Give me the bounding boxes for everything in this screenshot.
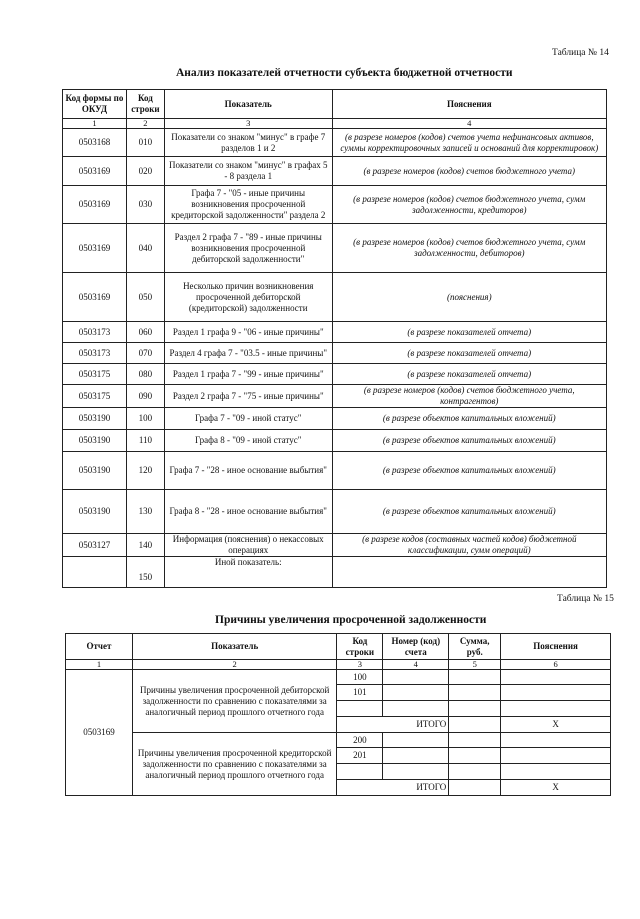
code-cell: 010	[126, 129, 164, 157]
note-cell: (в разрезе показателей отчета)	[332, 343, 606, 364]
note-cell: (в разрезе номеров (кодов) счетов бюджетного учета, сумм задолженности, дебиторов)	[332, 224, 606, 273]
table-row	[63, 322, 607, 343]
indicator-cell: Показатели со знаком "минус" в графах 5 - 8 раздела 1	[164, 157, 332, 186]
header-notes: Пояснения	[501, 634, 611, 660]
total-mark: X	[501, 717, 611, 733]
code-cell: 060	[126, 322, 164, 343]
okud-cell: 0503169	[63, 224, 127, 273]
total-label: ИТОГО	[337, 780, 449, 796]
code-cell: 150	[126, 557, 164, 588]
code-cell: 120	[126, 452, 164, 490]
indicator-cell: Раздел 4 графа 7 - "03.5 - иные причины"	[164, 343, 332, 364]
table-row	[63, 385, 607, 408]
code-cell: 040	[126, 224, 164, 273]
indicator-cell: Раздел 2 графа 7 - "75 - иные причины"	[164, 385, 332, 408]
note-cell: (в разрезе объектов капитальных вложений)	[332, 430, 606, 452]
table-row	[66, 670, 611, 685]
note-cell	[501, 733, 611, 748]
sum-cell	[449, 701, 501, 717]
account-cell	[383, 701, 449, 717]
code-cell: 140	[126, 534, 164, 557]
col-number: 4	[332, 119, 606, 129]
okud-cell: 0503127	[63, 534, 127, 557]
note-cell: (в разрезе номеров (кодов) счетов бюджетного учета, сумм задолженности, кредиторов)	[332, 186, 606, 224]
okud-cell: 0503173	[63, 322, 127, 343]
header-line-code: Код строки	[126, 90, 164, 119]
okud-cell: 0503190	[63, 430, 127, 452]
sum-cell	[449, 748, 501, 764]
account-cell	[383, 764, 449, 780]
table-row	[63, 557, 607, 588]
indicator-cell: Причины увеличения просроченной дебиторской задолженности по сравнению с показателями за аналогичный период прошлого отчетного года	[132, 670, 337, 733]
header-notes: Пояснения	[332, 90, 606, 119]
okud-cell: 0503169	[63, 157, 127, 186]
table-row	[63, 490, 607, 534]
table14-label: Таблица № 14	[552, 48, 609, 58]
okud-cell: 0503190	[63, 452, 127, 490]
indicator-cell: Графа 8 - "09 - иной статус"	[164, 430, 332, 452]
col-number: 3	[337, 660, 383, 670]
sum-cell	[449, 764, 501, 780]
code-cell	[337, 701, 383, 717]
note-cell: (в разрезе объектов капитальных вложений)	[332, 490, 606, 534]
sum-cell	[449, 685, 501, 701]
sum-cell	[449, 670, 501, 685]
okud-cell: 0503168	[63, 129, 127, 157]
code-cell: 101	[337, 685, 383, 701]
col-number: 6	[501, 660, 611, 670]
col-number: 2	[132, 660, 337, 670]
code-cell: 110	[126, 430, 164, 452]
table-row	[63, 186, 607, 224]
account-cell	[383, 733, 449, 748]
indicator-cell: Раздел 2 графа 7 - "89 - иные причины возникновения просроченной дебиторской задолженности"	[164, 224, 332, 273]
code-cell: 130	[126, 490, 164, 534]
col-number: 2	[126, 119, 164, 129]
note-cell: (в разрезе показателей отчета)	[332, 322, 606, 343]
indicator-cell: Графа 7 - "09 - иной статус"	[164, 408, 332, 430]
code-cell: 100	[126, 408, 164, 430]
table-row	[63, 157, 607, 186]
note-cell	[332, 557, 606, 588]
col-number: 1	[63, 119, 127, 129]
code-cell: 080	[126, 364, 164, 385]
okud-cell: 0503190	[63, 490, 127, 534]
code-cell: 090	[126, 385, 164, 408]
code-cell	[337, 764, 383, 780]
table-row	[63, 430, 607, 452]
table-row	[63, 129, 607, 157]
header-okud: Код формы по ОКУД	[63, 90, 127, 119]
indicator-cell: Несколько причин возникновения просроченной дебиторской (кредиторской) задолженности	[164, 273, 332, 322]
table15-title: Причины увеличения просроченной задолженности	[215, 614, 487, 626]
header-account: Номер (код) счета	[383, 634, 449, 660]
header-indicator: Показатель	[164, 90, 332, 119]
note-cell	[501, 685, 611, 701]
sum-cell	[449, 733, 501, 748]
note-cell: (в разрезе объектов капитальных вложений)	[332, 408, 606, 430]
indicator-cell: Показатели со знаком "минус" в графе 7 разделов 1 и 2	[164, 129, 332, 157]
table15	[65, 633, 611, 796]
table15-label: Таблица № 15	[557, 594, 614, 604]
indicator-cell: Графа 7 - "05 - иные причины возникновения просроченной кредиторской задолженности" раздела 2	[164, 186, 332, 224]
indicator-cell: Раздел 1 графа 7 - "99 - иные причины"	[164, 364, 332, 385]
header-line-code: Код строки	[337, 634, 383, 660]
code-cell: 070	[126, 343, 164, 364]
table-row	[63, 273, 607, 322]
col-number: 3	[164, 119, 332, 129]
table-row	[66, 733, 611, 748]
note-cell	[501, 764, 611, 780]
note-cell: (в разрезе показателей отчета)	[332, 364, 606, 385]
header-report: Отчет	[66, 634, 133, 660]
sum-cell	[449, 717, 501, 733]
table-row	[63, 452, 607, 490]
note-cell: (в разрезе номеров (кодов) счетов бюджетного учета)	[332, 157, 606, 186]
indicator-cell: Графа 7 - "28 - иное основание выбытия"	[164, 452, 332, 490]
table14-title: Анализ показателей отчетности субъекта бюджетной отчетности	[176, 67, 513, 79]
total-mark: X	[501, 780, 611, 796]
note-cell	[501, 748, 611, 764]
report-cell: 0503169	[66, 670, 133, 796]
col-number: 1	[66, 660, 133, 670]
code-cell: 200	[337, 733, 383, 748]
code-cell: 030	[126, 186, 164, 224]
okud-cell: 0503173	[63, 343, 127, 364]
table14	[62, 89, 607, 588]
account-cell	[383, 685, 449, 701]
indicator-cell: Причины увеличения просроченной кредиторской задолженности по сравнению с показателями за аналогичный период прошлого отчетного года	[132, 733, 337, 796]
table-row	[63, 408, 607, 430]
col-number: 5	[449, 660, 501, 670]
account-cell	[383, 670, 449, 685]
col-number: 4	[383, 660, 449, 670]
note-cell: (пояснения)	[332, 273, 606, 322]
code-cell: 100	[337, 670, 383, 685]
okud-cell: 0503190	[63, 408, 127, 430]
table-row	[63, 224, 607, 273]
sum-cell	[449, 780, 501, 796]
code-cell: 050	[126, 273, 164, 322]
okud-cell: 0503175	[63, 385, 127, 408]
table-row	[63, 534, 607, 557]
table-row	[63, 343, 607, 364]
note-cell: (в разрезе объектов капитальных вложений)	[332, 452, 606, 490]
okud-cell: 0503169	[63, 186, 127, 224]
code-cell: 020	[126, 157, 164, 186]
note-cell	[501, 670, 611, 685]
indicator-cell: Графа 8 - "28 - иное основание выбытия"	[164, 490, 332, 534]
account-cell	[383, 748, 449, 764]
header-sum: Сумма, руб.	[449, 634, 501, 660]
indicator-cell: Информация (пояснения) о некассовых операциях	[164, 534, 332, 557]
note-cell: (в разрезе номеров (кодов) счетов учета нефинансовых активов, суммы корректировочных записей и оснований для корректировок)	[332, 129, 606, 157]
code-cell: 201	[337, 748, 383, 764]
note-cell: (в разрезе кодов (составных частей кодов) бюджетной классификации, сумм операций)	[332, 534, 606, 557]
indicator-cell: Раздел 1 графа 9 - "06 - иные причины"	[164, 322, 332, 343]
indicator-cell: Иной показатель:	[164, 557, 332, 588]
okud-cell	[63, 557, 127, 588]
note-cell: (в разрезе номеров (кодов) счетов бюджетного учета, контрагентов)	[332, 385, 606, 408]
okud-cell: 0503169	[63, 273, 127, 322]
table-row	[63, 364, 607, 385]
total-label: ИТОГО	[337, 717, 449, 733]
okud-cell: 0503175	[63, 364, 127, 385]
header-indicator: Показатель	[132, 634, 337, 660]
note-cell	[501, 701, 611, 717]
